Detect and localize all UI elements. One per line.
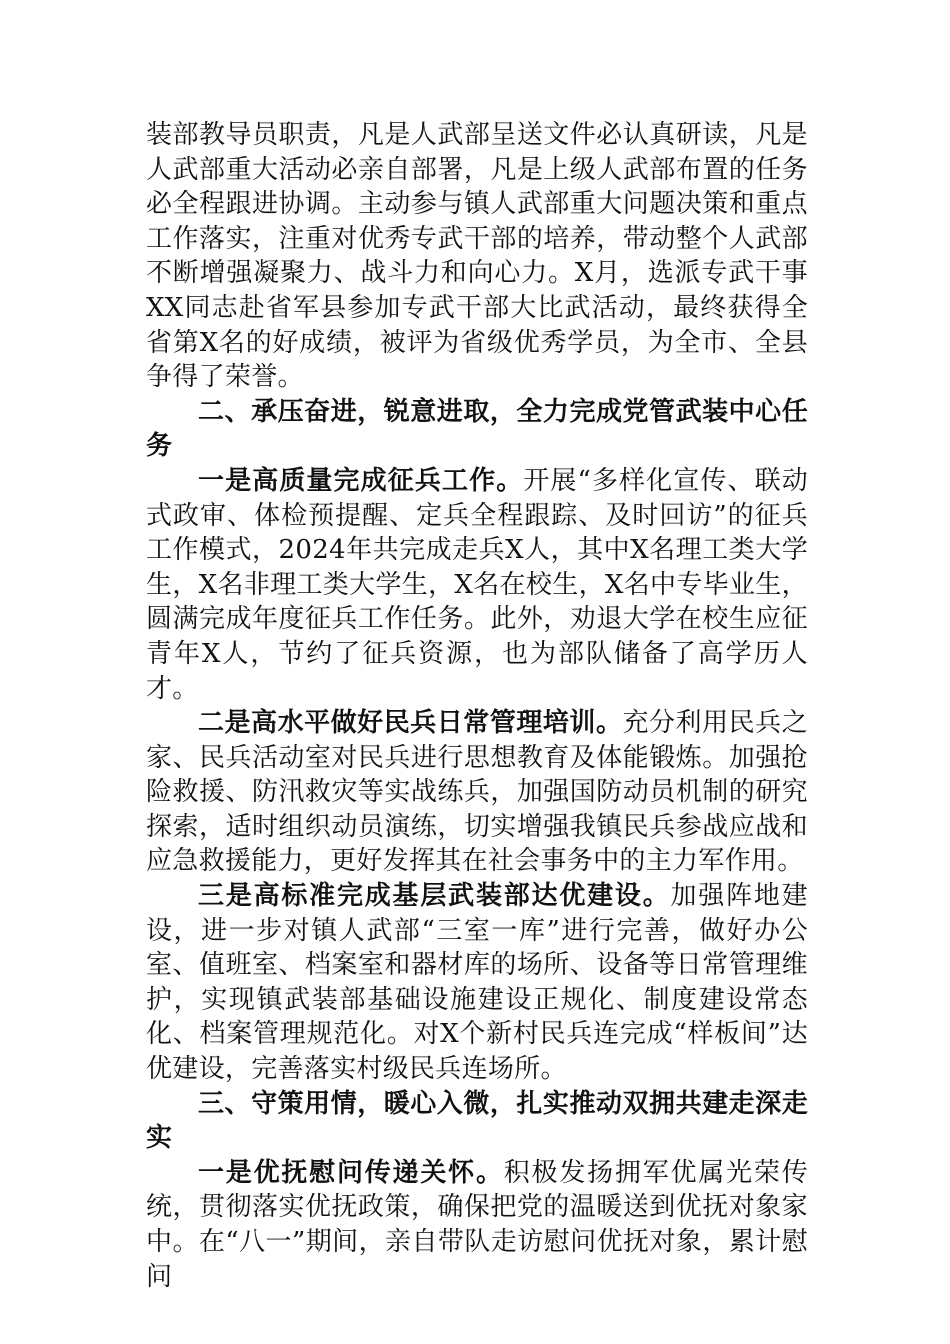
paragraph-text: 开展“多样化宣传、联动式政审、体检预提醒、定兵全程跟踪、及时回访”的征兵工作模式，2024年共完成走兵X人，其中X名理工类大学生，X名非理工类大学生，X名在校生，X名中专毕业生，圆满完成年度征兵工作任务。此外，劝退大学在校生应征青年X人，节约了征兵资源，也为部队储备了高学历人才。	[146, 465, 808, 704]
section-heading-3	[146, 1087, 808, 1156]
paragraph-condolence	[146, 1156, 808, 1294]
paragraph-lead: 二是高水平做好民兵日常管理培训。	[198, 708, 623, 739]
paragraph-continuation	[146, 118, 808, 395]
heading-text: 二、承压奋进，锐意进取，全力完成党管武装中心任务	[146, 396, 808, 462]
document-body	[146, 118, 808, 1294]
paragraph-militia-training	[146, 706, 808, 879]
paragraph-lead: 三是高标准完成基层武装部达优建设。	[198, 881, 671, 912]
paragraph-text: 充分利用民兵之家、民兵活动室对民兵进行思想教育及体能锻炼。加强抢险救援、防汛救灾等实战练兵，加强国防动员机制的研究探索，适时组织动员演练，切实增强我镇民兵参战应战和应急救援能力，更好发挥其在社会事务中的主力军作用。	[146, 708, 808, 877]
paragraph-armed-dept-construction	[146, 879, 808, 1087]
paragraph-text: 加强阵地建设，进一步对镇人武部“三室一库”进行完善，做好办公室、值班室、档案室和器材库的场所、设备等日常管理维护，实现镇武装部基础设施建设正规化、制度建设常态化、档案管理规范化。对X个新村民兵连完成“样板间”达优建设，完善落实村级民兵连场所。	[146, 881, 808, 1085]
paragraph-lead: 一是高质量完成征兵工作。	[198, 465, 524, 496]
paragraph-text: 装部教导员职责，凡是人武部呈送文件必认真研读，凡是人武部重大活动必亲自部署，凡是上级人武部布置的任务必全程跟进协调。主动参与镇人武部重大问题决策和重点工作落实，注重对优秀专武干部的培养，带动整个人武部不断增强凝聚力、战斗力和向心力。X月，选派专武干事XX同志赴省军县参加专武干部大比武活动，最终获得全省第X名的好成绩，被评为省级优秀学员，为全市、全县争得了荣誉。	[146, 120, 808, 393]
heading-text: 三、守策用情，暖心入微，扎实推动双拥共建走深走实	[146, 1088, 808, 1154]
paragraph-lead: 一是优抚慰问传递关怀。	[198, 1157, 504, 1188]
paragraph-text: 积极发扬拥军优属光荣传统，贯彻落实优抚政策，确保把党的温暖送到优抚对象家中。在“八一”期间，亲自带队走访慰问优抚对象，累计慰问	[146, 1157, 808, 1292]
section-heading-2	[146, 395, 808, 464]
paragraph-conscription	[146, 464, 808, 706]
